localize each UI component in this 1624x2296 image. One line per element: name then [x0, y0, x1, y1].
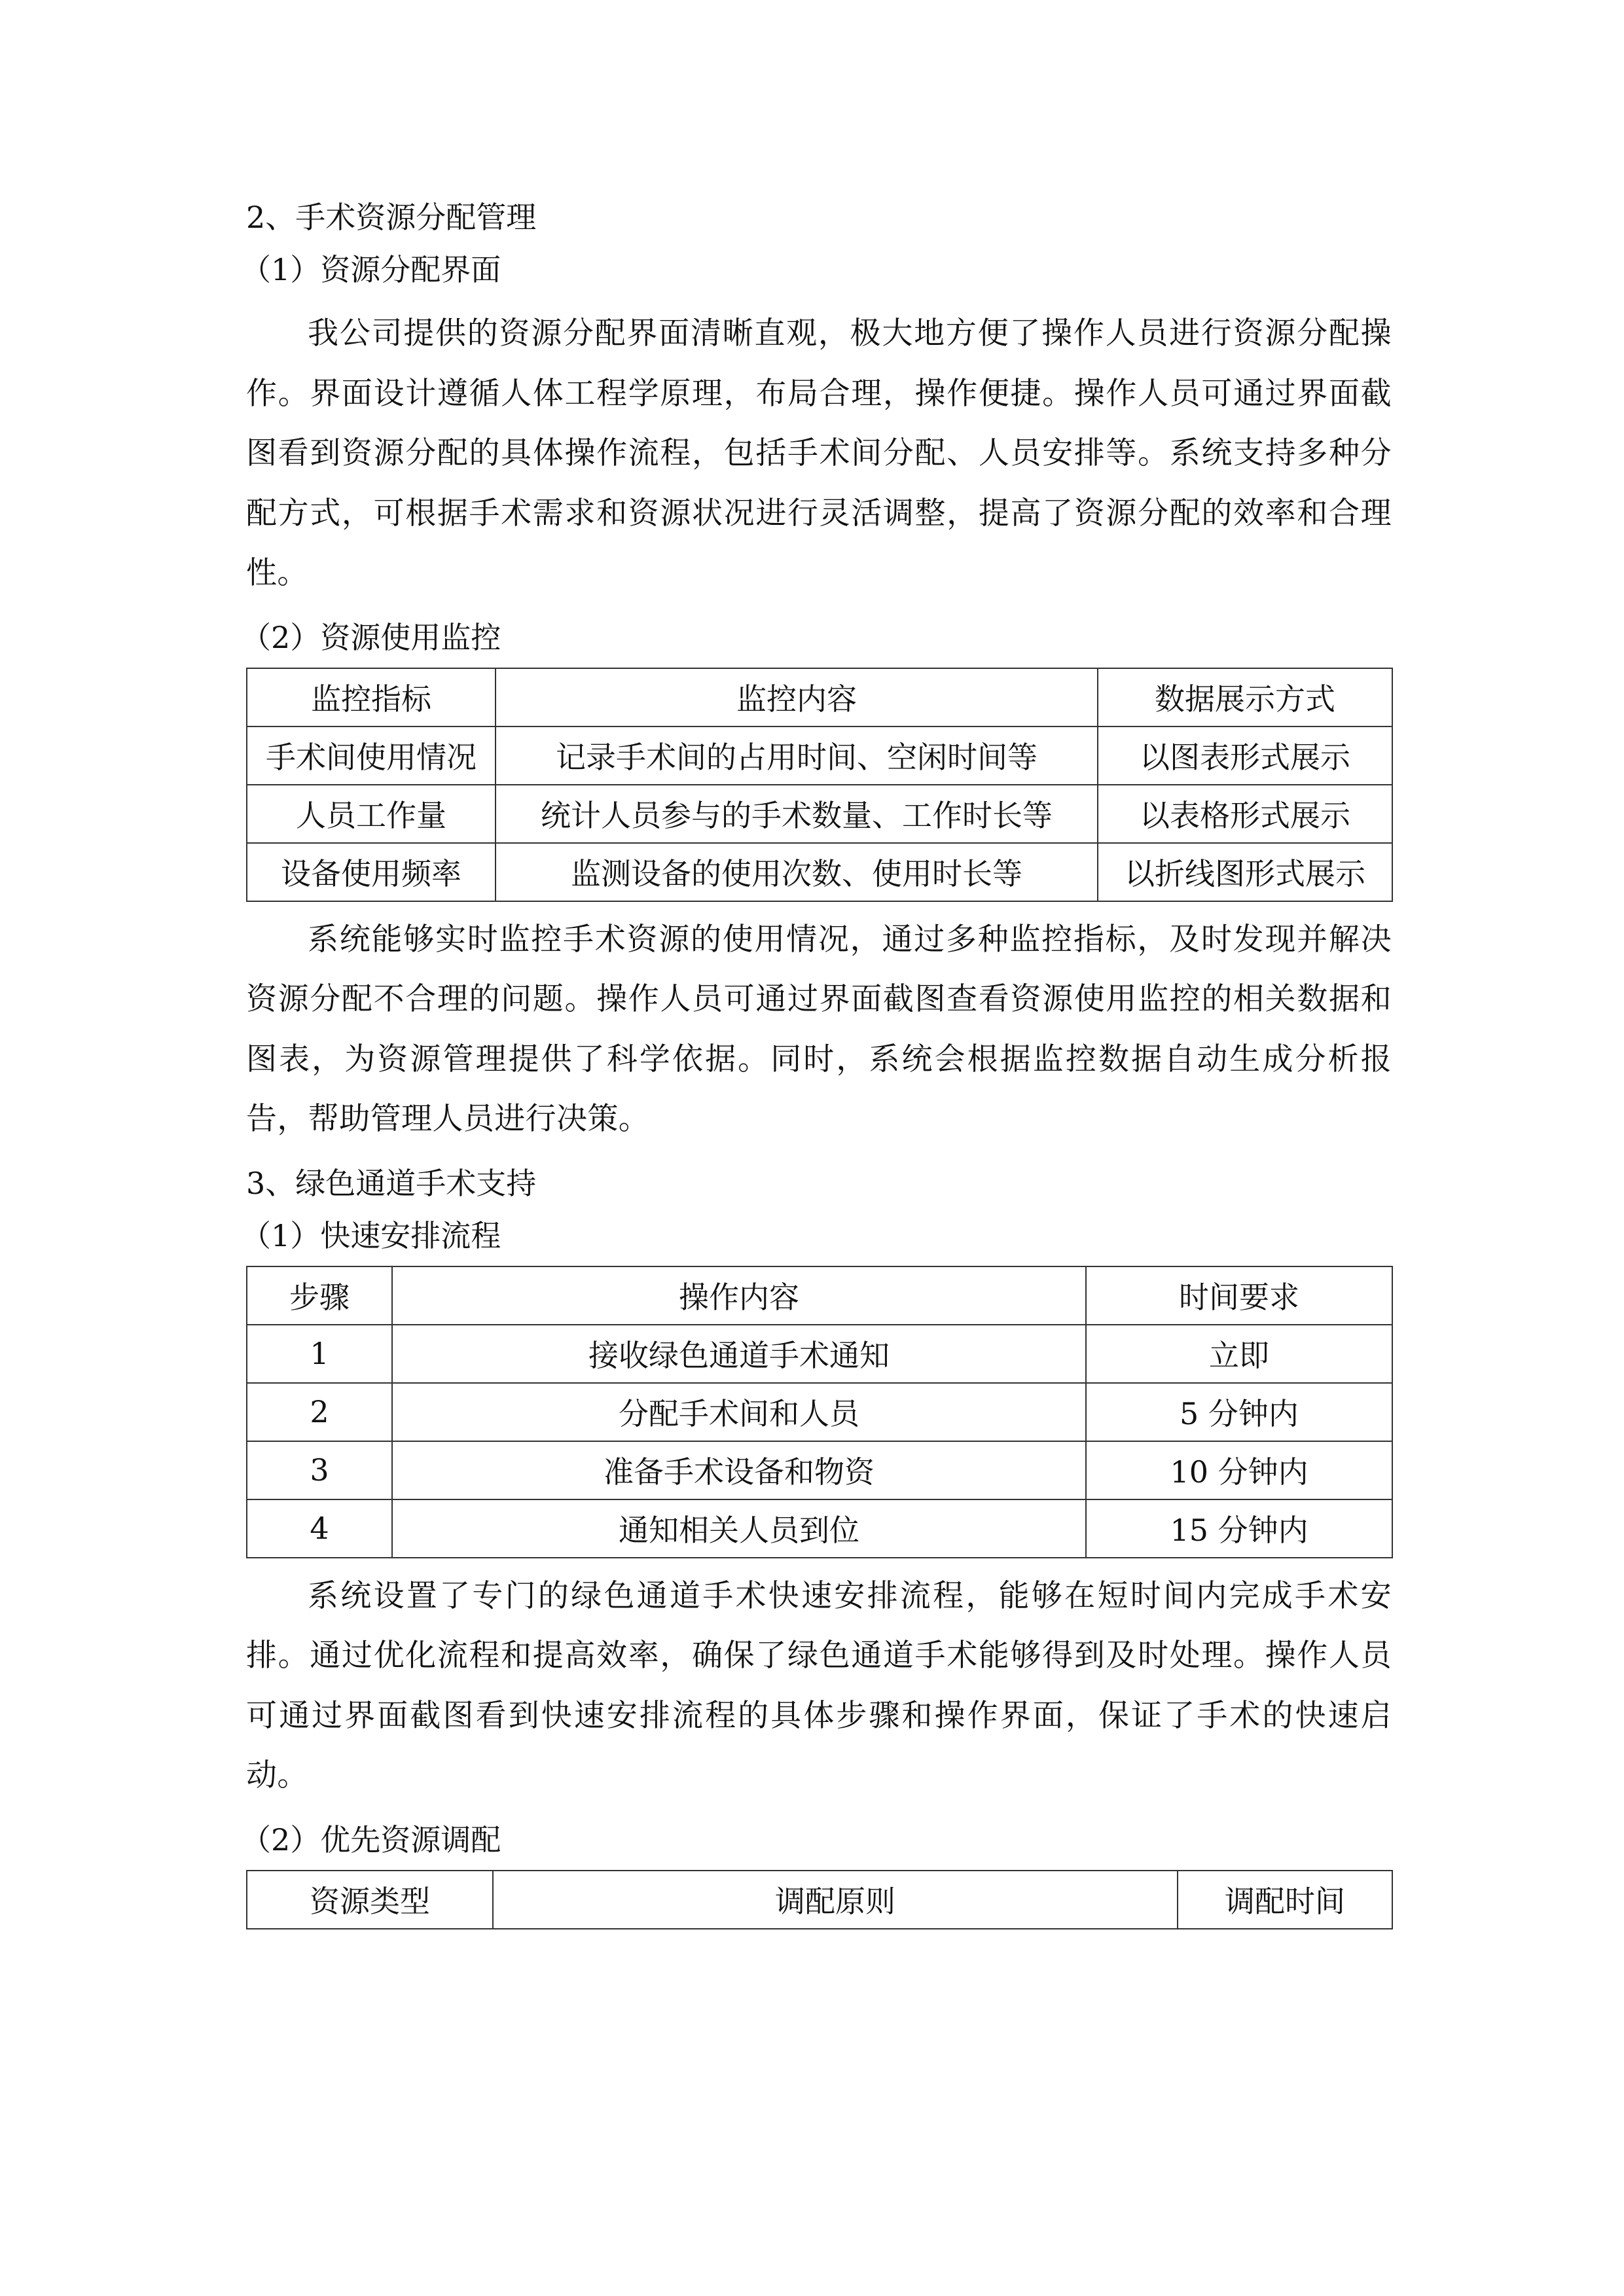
- table-cell: 准备手术设备和物资: [392, 1441, 1086, 1499]
- table-row: [247, 1383, 1392, 1441]
- subsection-3-2-title: （2）优先资源调配: [241, 1821, 501, 1857]
- priority-allocation-table: [246, 1870, 1393, 1929]
- subsection-3-1-paragraph: 系统设置了专门的绿色通道手术快速安排流程，能够在短时间内完成手术安排。通过优化流程和提高效率，确保了绿色通道手术能够得到及时处理。操作人员可通过界面截图看到快速安排流程的具体步骤和操作界面，保证了手术的快速启动。: [246, 1577, 1392, 1793]
- table-cell: 接收绿色通道手术通知: [392, 1325, 1086, 1383]
- table-header-row: [247, 668, 1392, 726]
- table-cell: 人员工作量: [247, 785, 496, 843]
- subsection-3-1-title: （1）快速安排流程: [241, 1217, 501, 1253]
- table-header-row: [247, 1266, 1392, 1325]
- table-row: [247, 785, 1392, 843]
- table-row: [247, 726, 1392, 785]
- table-row: [247, 1325, 1392, 1383]
- fast-arrangement-table: [246, 1266, 1393, 1558]
- table-cell: 以图表形式展示: [1098, 726, 1392, 785]
- table-cell: 统计人员参与的手术数量、工作时长等: [496, 785, 1098, 843]
- table-cell: 4: [247, 1499, 392, 1558]
- section-3-title: 3、绿色通道手术支持: [246, 1165, 537, 1201]
- table-row: [247, 1441, 1392, 1499]
- subsection-2-2-title: （2）资源使用监控: [241, 619, 501, 655]
- table-cell: 2: [247, 1383, 392, 1441]
- resource-monitoring-table: [246, 668, 1393, 902]
- table-row: [247, 1499, 1392, 1558]
- table-header-cell: 数据展示方式: [1098, 668, 1392, 726]
- table-cell: 通知相关人员到位: [392, 1499, 1086, 1558]
- subsection-2-1-title: （1）资源分配界面: [241, 252, 501, 287]
- table-header-cell: 操作内容: [392, 1266, 1086, 1325]
- subsection-2-1-paragraph: 我公司提供的资源分配界面清晰直观，极大地方便了操作人员进行资源分配操作。界面设计遵循人体工程学原理，布局合理，操作便捷。操作人员可通过界面截图看到资源分配的具体操作流程，包括手术间分配、人员安排等。系统支持多种分配方式，可根据手术需求和资源状况进行灵活调整，提高了资源分配的效率和合理性。: [246, 315, 1392, 591]
- table-cell: 3: [247, 1441, 392, 1499]
- table-cell: 记录手术间的占用时间、空闲时间等: [496, 726, 1098, 785]
- table-header-cell: 步骤: [247, 1266, 392, 1325]
- table-header-cell: 时间要求: [1086, 1266, 1392, 1325]
- table-cell: 手术间使用情况: [247, 726, 496, 785]
- table-header-cell: 监控指标: [247, 668, 496, 726]
- table-header-cell: 调配原则: [493, 1871, 1178, 1929]
- table-cell: 监测设备的使用次数、使用时长等: [496, 843, 1098, 901]
- table-cell: 以折线图形式展示: [1098, 843, 1392, 901]
- table-cell: 以表格形式展示: [1098, 785, 1392, 843]
- subsection-2-2-paragraph: 系统能够实时监控手术资源的使用情况，通过多种监控指标，及时发现并解决资源分配不合理的问题。操作人员可通过界面截图查看资源使用监控的相关数据和图表，为资源管理提供了科学依据。同时，系统会根据监控数据自动生成分析报告，帮助管理人员进行决策。: [246, 921, 1392, 1137]
- table-cell: 立即: [1086, 1325, 1392, 1383]
- table-cell: 分配手术间和人员: [392, 1383, 1086, 1441]
- table-header-cell: 资源类型: [247, 1871, 493, 1929]
- section-2-title: 2、手术资源分配管理: [246, 200, 537, 235]
- table-cell: 10 分钟内: [1086, 1441, 1392, 1499]
- document-page: [241, 191, 1392, 1929]
- table-cell: 5 分钟内: [1086, 1383, 1392, 1441]
- table-row: [247, 843, 1392, 901]
- table-header-row: [247, 1871, 1392, 1929]
- table-cell: 1: [247, 1325, 392, 1383]
- table-header-cell: 调配时间: [1178, 1871, 1392, 1929]
- table-header-cell: 监控内容: [496, 668, 1098, 726]
- table-cell: 设备使用频率: [247, 843, 496, 901]
- table-cell: 15 分钟内: [1086, 1499, 1392, 1558]
